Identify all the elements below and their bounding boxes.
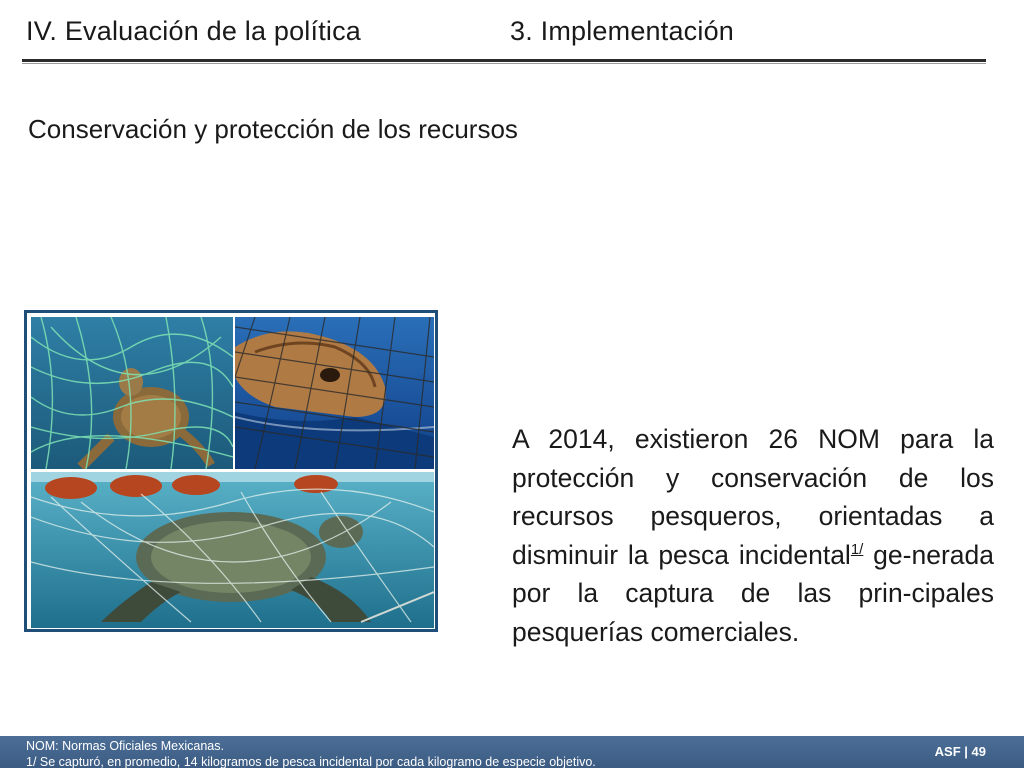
turtle-in-green-net-photo [31, 317, 233, 469]
turtle-head-in-net-photo [235, 317, 434, 469]
footer-note-footnote: 1/ Se capturó, en promedio, 14 kilogramos de pesca incidental por cada kilogramo de especie objetivo. [26, 755, 596, 769]
body-text-continuation: ge-nerada por la captura de las prin-cipales pesquerías comerciales. [512, 539, 994, 647]
section-title: IV. Evaluación de la política [26, 16, 362, 46]
header-divider-thin [22, 63, 986, 64]
slide-subtitle: Conservación y protección de los recursos [28, 114, 518, 144]
subsection-title: 3. Implementación [510, 16, 735, 46]
footnote-reference: 1/ [850, 540, 864, 558]
turtle-photo-collage [24, 310, 438, 632]
footer-note-nom: NOM: Normas Oficiales Mexicanas. [26, 739, 224, 753]
body-text-main: A 2014, existieron 26 NOM para la protección y conservación de los recursos pesqueros, orientadas a disminuir la pesca incidental [512, 424, 994, 570]
body-paragraph [512, 420, 994, 651]
page-number: ASF | 49 [934, 744, 986, 759]
turtle-under-net-floats-photo [31, 472, 434, 628]
header-divider [22, 59, 986, 62]
